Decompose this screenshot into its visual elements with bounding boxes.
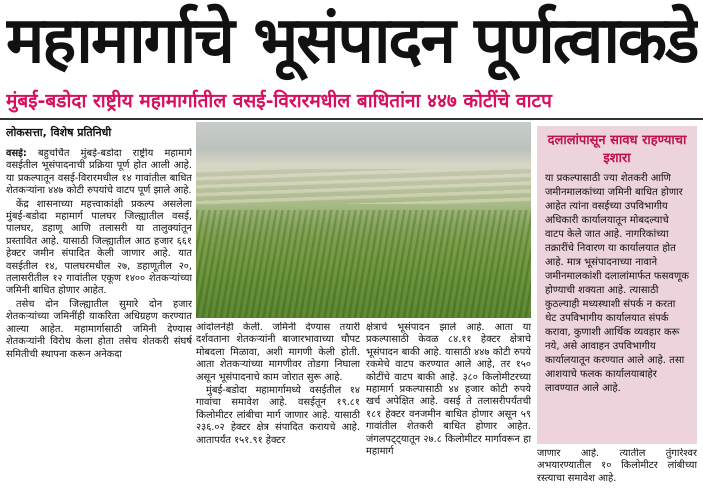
grass-area xyxy=(196,210,531,318)
field-photo xyxy=(196,122,531,318)
paragraph: आंदोलनेही केली. जमिनी देण्यास तयारी दर्शवताना शेतकऱ्यांनी बाजारभावाच्या चौपट मोबदला मिळावा, अशी मागणी केली होती. आता शेतकऱ्यांच्या मागणीवर तोडगा निघाला असून भूसंपादनाचे काम जोरात सुरू आहे. xyxy=(196,322,360,383)
byline: लोकसत्ता, विशेष प्रतिनिधी xyxy=(6,126,112,139)
divider-rule xyxy=(0,118,703,120)
article-column-1 xyxy=(6,148,192,493)
paragraph: जाणार आहे. त्यातील तुंगारेश्वर अभयारण्यातील १० किलोमीटर लांबीच्या रस्त्याचा समावेश आहे. xyxy=(537,448,697,484)
sidebar-title: दलालांपासून सावध राहण्याचा इशारा xyxy=(547,133,687,166)
article-column-2 xyxy=(196,322,360,493)
dateline: वसई: xyxy=(6,148,27,159)
sidebar-box xyxy=(537,126,697,444)
headline: महामार्गाचे भूसंपादन पूर्णत्वाकडे xyxy=(6,4,698,78)
paragraph: बहुचर्चित मुंबई-बडोदा राष्ट्रीय महामार्ग वसईतील भूसंपादनाची प्रक्रिया पूर्ण होत आली आहे. या प्रकल्पातून वसई-विरारमधील १४ गावांतील बाधित शेतकऱ्यांना ४४७ कोटी रुपयांचे वाटप पूर्ण झाले आहे. xyxy=(6,148,192,197)
paragraph: केंद्र शासनाच्या महत्त्वाकांक्षी प्रकल्प असलेला मुंबई-बडोदा महामार्ग पालघर जिल्ह्यातील वसई, पालघर, डहाणू आणि तलासरी या तालुक्यांतून प्रस्तावित आहे. यासाठी जिल्ह्यातील आठ हजार ६६१ हेक्टर जमीन संपादित केली जाणार आहे. यात वसईतील १४, पालघरमधील २७, डहाणूतील २०, तलासरीतील १२ गावांतील एकूण १४०० शेतकऱ्यांच्या जमिनी बाधित होणार आहेत. xyxy=(6,198,192,297)
paragraph: क्षेत्राचे भूसंपादन झाले आहे. आता या प्रकल्पासाठी केवळ ८४.११ हेक्टर क्षेत्राचे भूसंपादन बाकी आहे. यासाठी ४४७ कोटी रुपये रकमेचे वाटप करण्यात आले आहे, तर १५० कोटींचे वाटप बाकी आहे. ३८० किलोमीटरच्या महामार्ग प्रकल्पासाठी ४४ हजार कोटी रुपये खर्च अपेक्षित आहे. वसई ते तलासरीपर्यंतची १८१ हेक्टर वनजमीन बाधित होणार असून ५९ गावांतील शेतकरी बाधित होणार आहेत. जंगलपट्ट्यातून २७.८ किलोमीटर मार्गावरून हा महामार्ग xyxy=(366,322,531,458)
subheadline: मुंबई-बडोदा राष्ट्रीय महामार्गातील वसई-विरारमधील बाधितांना ४४७ कोटींचे वाटप xyxy=(6,90,552,112)
paragraph: तसेच दोन जिल्ह्यातील सुमारे दोन हजार शेतकऱ्यांच्या जमिनींही याकरिता अधिग्रहण करण्यात आल्या आहेत. महामार्गासाठी जमिनी देण्यास शेतकऱ्यांनी विरोध केला होता तसेच शेतकरी संघर्ष समितीची स्थापना करून अनेकदा xyxy=(6,298,192,360)
article-column-3 xyxy=(366,322,531,493)
paragraph: मुंबई-बडोदा महामार्गामध्ये वसईतील १४ गावांचा समावेश आहे. वसईतून १९.८१ किलोमीटर लांबीचा मार्ग जाणार आहे. यासाठी २३६.०२ हेक्टर क्षेत्र संपादित करायचे आहे. आतापर्यंत १५१.९१ हेक्टर xyxy=(196,385,360,446)
field-area xyxy=(196,169,531,204)
sidebar-body: या प्रकल्पासाठी ज्या शेतकरी आणि जमीनमालकांच्या जमिनी बाधित होणार आहेत त्यांना वसईच्या उपविभागीय अधिकारी कार्यालयातून मोबदल्याचे वाटप केले जात आहे. नागरिकांच्या तक्रारींचे निवारण या कार्यालयात होत आहे. मात्र भूसंपादनाच्या नावाने जमीनमालकांशी दलालांमार्फत फसवणूक होण्याची शक्यता आहे. त्यासाठी कुठल्याही मध्यस्थाशी संपर्क न करता थेट उपविभागीय कार्यालयात संपर्क करावा, कुणाशी आर्थिक व्यवहार करू नये, असे आवाहन उपविभागीय कार्यालयातून करण्यात आले आहे. तसा आशयाचे फलक कार्यालयाबाहेर लावण्यात आले आहे. xyxy=(545,173,689,394)
article-column-4 xyxy=(537,448,697,493)
